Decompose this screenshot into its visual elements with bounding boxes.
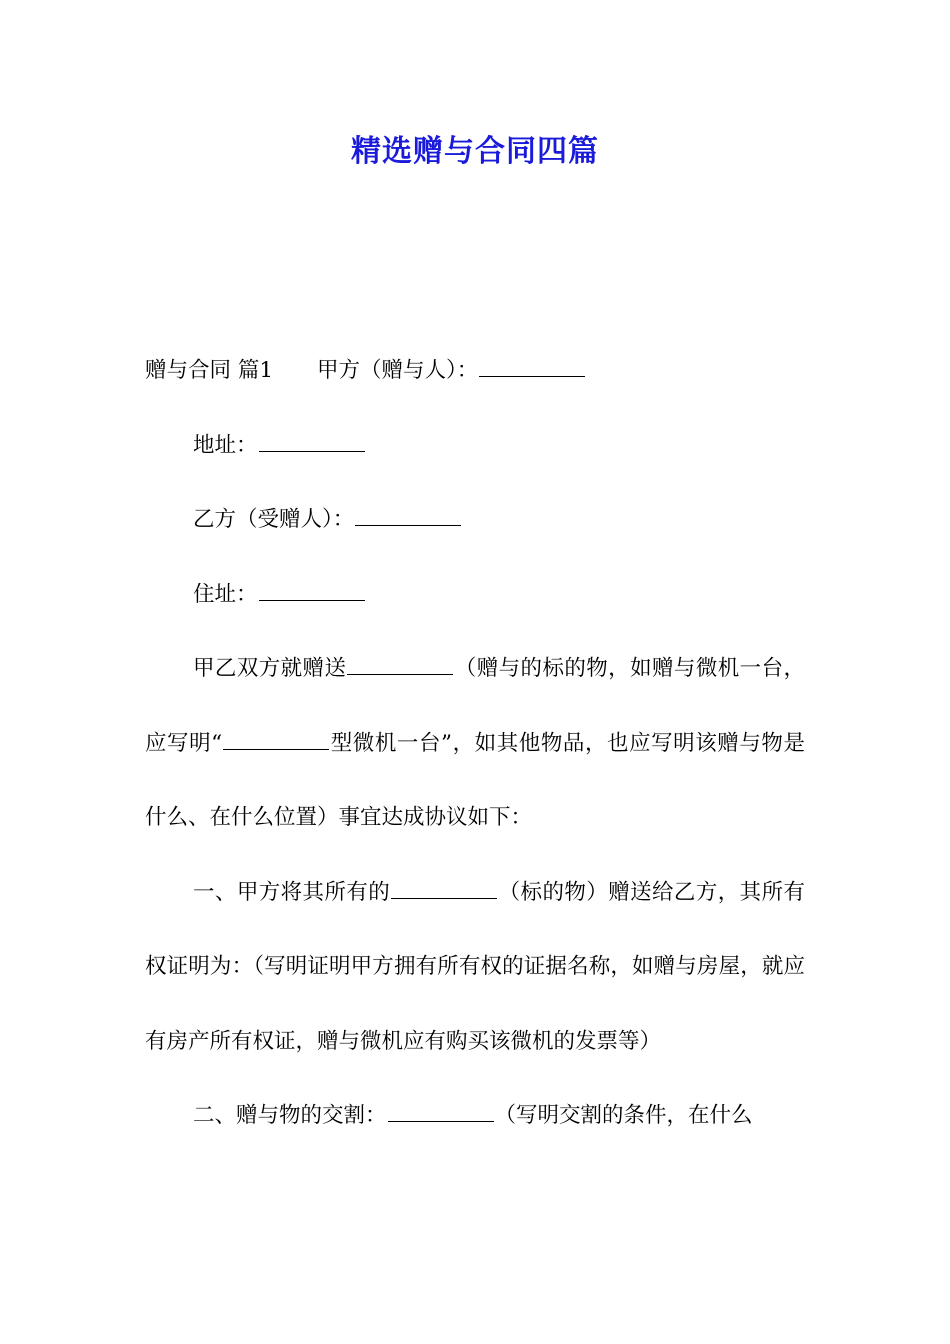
clause-2-paragraph [145, 1079, 805, 1154]
intro-paragraph [145, 632, 805, 856]
party-a-label: 甲方（赠与人）： [317, 358, 479, 383]
clause-2-text-1: 二、赠与物的交割： [193, 1103, 387, 1128]
delivery-blank [388, 1101, 494, 1122]
clause-1-text-1: 一、甲方将其所有的 [193, 879, 391, 905]
model-blank [223, 729, 329, 750]
clause-1-paragraph [145, 856, 805, 1080]
party-b-blank [355, 505, 461, 526]
document-body [145, 334, 805, 1154]
clause-2-text-2: （写明交割的条件，在什么 [494, 1103, 753, 1128]
clause-1-text-2: （标的物）赠送给乙方，其所有权证明为：（写明证明甲方拥有所有权的证据名称，如赠与房屋，就应有房产所有权证，赠与微机应有购买该微机的发票等） [145, 879, 805, 1054]
object-blank [391, 878, 497, 899]
intro-text-1: 甲乙双方就赠送 [193, 656, 347, 681]
document-title: 精选赠与合同四篇 [351, 134, 599, 169]
contract-heading-line [145, 334, 805, 409]
gift-blank [347, 654, 453, 675]
address-b-blank [259, 580, 365, 601]
address-b-line [145, 558, 805, 633]
address-a-blank [259, 431, 365, 452]
intro-text-3: 型微机一台”，如其他物品，也应写明该赠与物是什么、在什么位置）事宜达成协议如下： [145, 730, 805, 830]
party-b-label: 乙方（受赠人）： [193, 507, 355, 532]
party-a-blank [479, 356, 585, 377]
address-b-label: 住址： [193, 581, 258, 607]
address-a-line [145, 409, 805, 484]
intro-text-2: （赠与的标的物，如赠与微机一台，应写明“ [145, 656, 805, 756]
contract-heading: 赠与合同 篇1 [145, 358, 274, 383]
address-a-label: 地址： [193, 432, 258, 458]
party-b-line [145, 483, 805, 558]
